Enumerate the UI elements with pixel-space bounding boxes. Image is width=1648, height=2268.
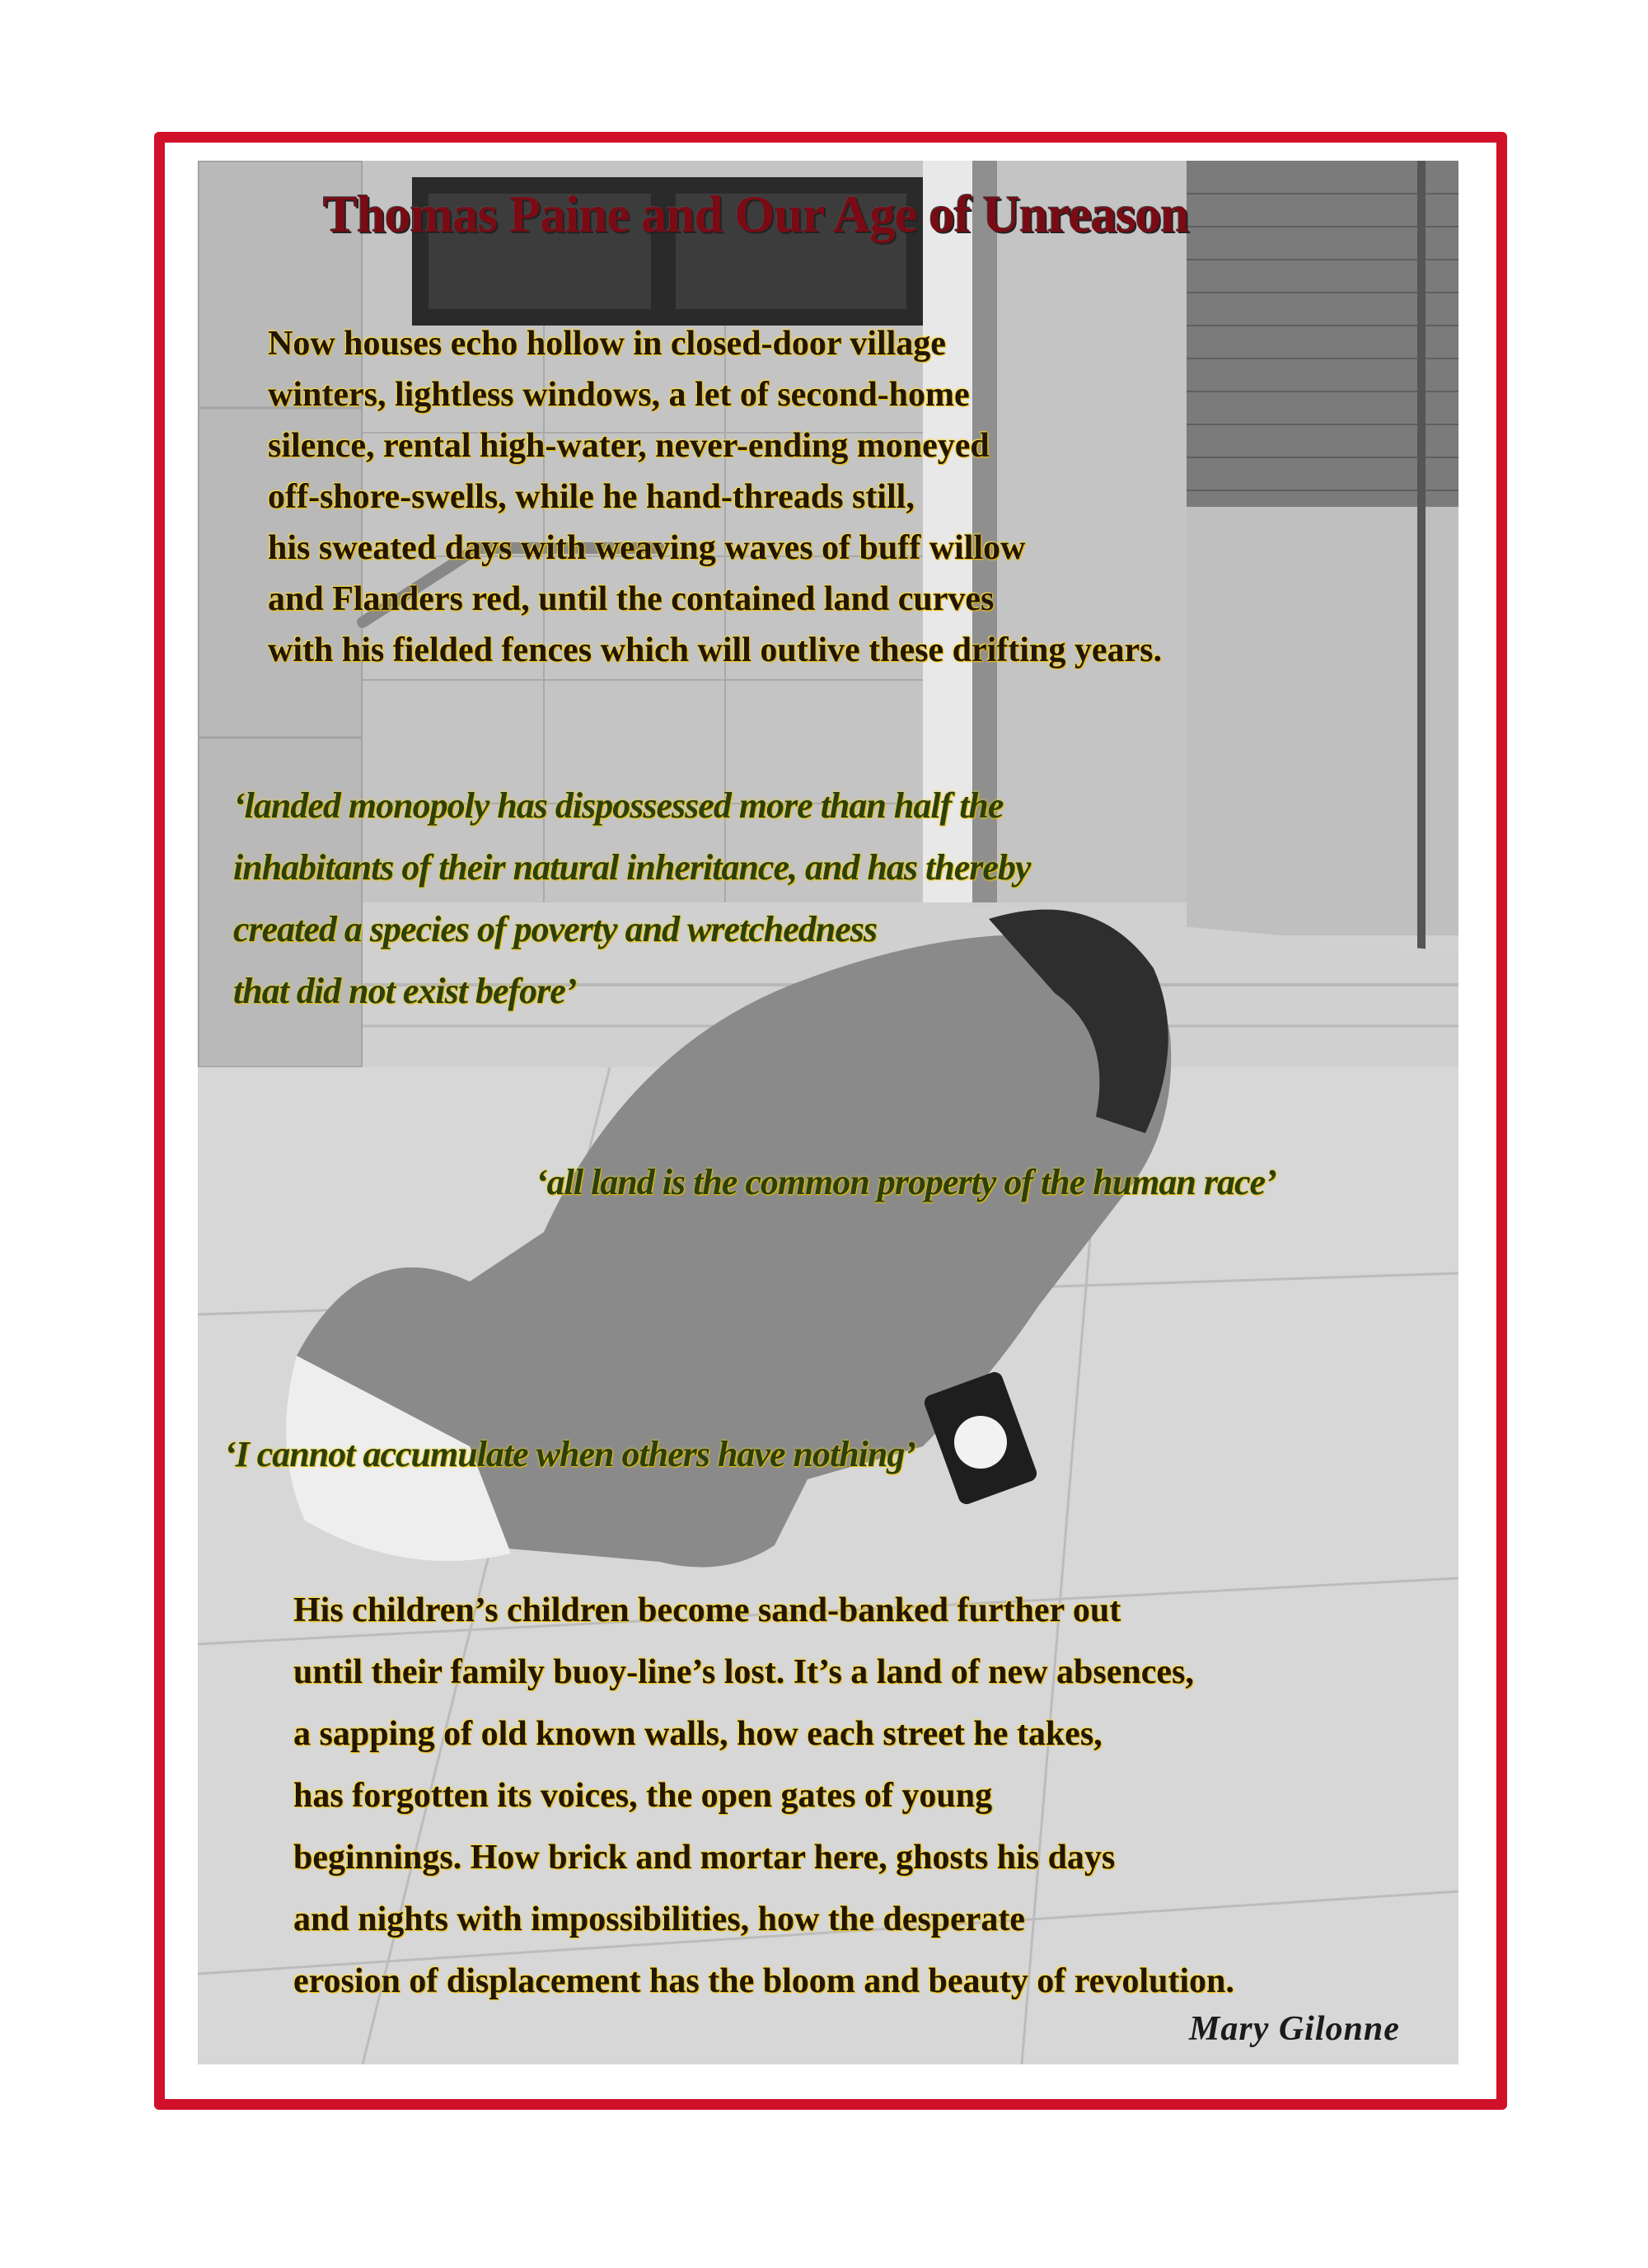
stanza-line: off-shore-swells, while he hand-threads still, bbox=[268, 478, 915, 516]
stanza-line: his sweated days with weaving waves of buff willow bbox=[268, 529, 1026, 567]
stanza-line: silence, rental high-water, never-ending moneyed bbox=[268, 427, 990, 465]
quote-line: inhabitants of their natural inheritance, and has thereby bbox=[233, 847, 1031, 888]
stanza-line: has forgotten its voices, the open gates of young bbox=[293, 1777, 993, 1815]
stanza-1 bbox=[268, 318, 1162, 676]
stanza-line: beginnings. How brick and mortar here, ghosts his days bbox=[293, 1839, 1116, 1877]
stanza-line: Now houses echo hollow in closed-door village bbox=[268, 325, 946, 363]
stanza-line: His children’s children become sand-banked further out bbox=[293, 1591, 1121, 1629]
quote-landed-monopoly bbox=[233, 775, 1030, 1022]
stanza-line: a sapping of old known walls, how each street he takes, bbox=[293, 1715, 1103, 1753]
stanza-line: with his fielded fences which will outlive these drifting years. bbox=[268, 631, 1162, 669]
stanza-line: erosion of displacement has the bloom and beauty of revolution. bbox=[293, 1962, 1234, 2000]
author-signature: Mary Gilonne bbox=[1189, 2010, 1400, 2048]
quote-line: created a species of poverty and wretchedness bbox=[233, 909, 878, 949]
poem-title: Thomas Paine and Our Age of Unreason bbox=[323, 185, 1189, 243]
stanza-line: and nights with impossibilities, how the desperate bbox=[293, 1900, 1025, 1938]
quote-common-property: ‘all land is the common property of the human race’ bbox=[536, 1162, 1276, 1202]
stanza-line: until their family buoy-line’s lost. It’s a land of new absences, bbox=[293, 1653, 1194, 1691]
stanza-2 bbox=[293, 1580, 1234, 2013]
stanza-line: and Flanders red, until the contained land curves bbox=[268, 580, 995, 618]
quote-line: ‘landed monopoly has dispossessed more than half the bbox=[233, 785, 1004, 826]
quote-cannot-accumulate: ‘I cannot accumulate when others have nothing’ bbox=[224, 1434, 916, 1474]
stanza-line: winters, lightless windows, a let of second-home bbox=[268, 376, 970, 414]
quote-line: that did not exist before’ bbox=[233, 971, 577, 1011]
